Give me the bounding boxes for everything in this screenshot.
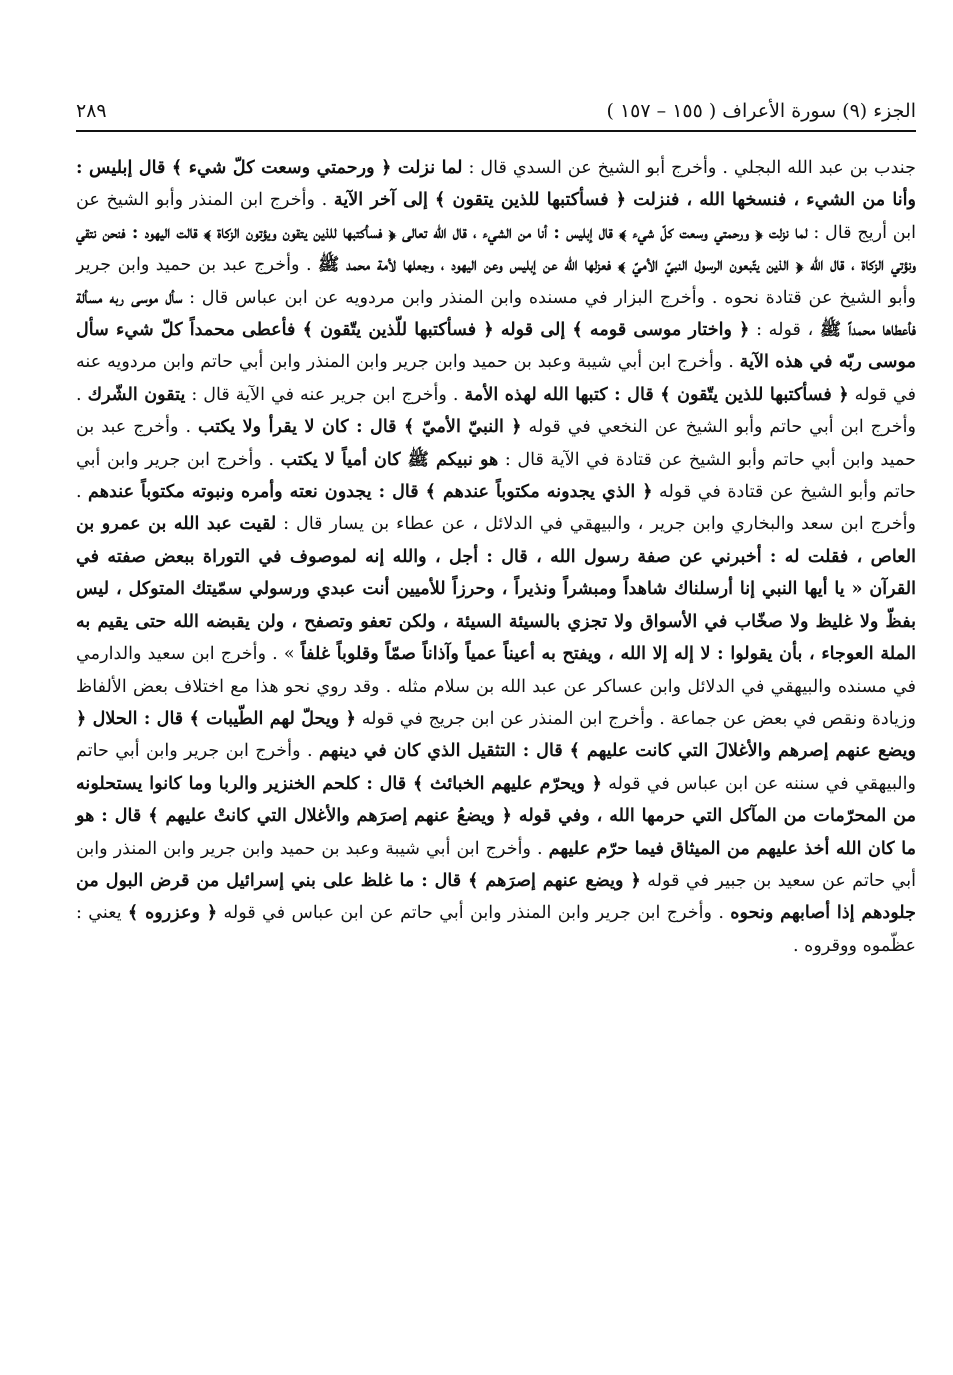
body-text (76, 152, 916, 962)
body-segment: . وأخرج ابن جرير عنه في الآية قال : (185, 384, 465, 405)
body-segment: . وأخرج عبد بن حميد وابن جرير وأبو الشيخ عن قتادة نحوه . وأخرج البزار في مسنده وابن المنذر وابن مردويه عن ابن عباس قال : (76, 255, 916, 308)
body-segment: . وأخرج ابن جرير وابن أبي حاتم وأبو الشيخ عن قتادة في قوله (76, 449, 916, 503)
body-segment: ، قوله : (749, 320, 820, 341)
quoted-text: لما نزلت ﴿ ورحمتي وسعت كلّ شيء ﴾ قال إبليس : وأنا من الشيء ، فنسخها الله ، فنزلت ﴿ فسأكتبها للذين يتقون ﴾ إلى آخر الآية (76, 157, 916, 211)
quoted-text: ﴿ ويضع عنهم إصرَهم ﴾ قال : ما غلظ على بني إسرائيل من قرض البول من جلودهم إذا أصابهم ونحوه (76, 869, 916, 924)
page (76, 96, 916, 962)
body-segment: يعني : عظّموه ووقروه . (76, 903, 916, 956)
body-segment: . وأخرج ابن المنذر وأبو الشيخ عن ابن أريج قال : (76, 190, 916, 243)
page-number: ٢٨٩ (76, 100, 107, 122)
quoted-text: ﴿ واختار موسى قومه ﴾ إلى قوله ﴿ فسأكتبها للّذين يتّقون ﴾ فأعطى محمداً كلّ شيء سأل موسى ربّه في هذه الآية (76, 319, 916, 373)
quoted-text: هو نبيكم ﷺ كان أمياً لا يكتب (280, 448, 499, 470)
quoted-text: ﴿ فسأكتبها للذين يتّقون ﴾ قال : كتبها الله لهذه الأمة (464, 383, 849, 405)
body-segment: . وأخرج ابن أبي شيبة وعبد بن حميد وابن جرير وابن المنذر وابن أبي حاتم وابن مردويه عنه في قوله (76, 352, 916, 405)
quoted-text: لقيت عبد الله بن عمرو بن العاص ، فقلت له : أخبرني عن صفة رسول الله ، قال : أجل ، والله إنه لموصوف في التوراة ببعض صفته في القرآن « يا أيها النبي إنا أرسلناك شاهداً ومبشراً ونذيراً ، وحرزاً للأميين أنت عبدي ورسولي سمّيتك المتوكل ، ليس بفظّ ولا غليظ ولا صخّاب في الأسواق ولا تجزي بالسيئة السيئة ، ولكن تعفو وتصفح ، ولن يقبضه الله حتى يقيم به الملة العوجاء ، بأن يقولوا : لا إله إلا الله ، ويفتح به أعيناً عمياً وآذاناً صمّاً وقلوباً غلفاً (76, 513, 916, 665)
body-segment: . وأخرج عبد بن حميد وابن أبي حاتم وأبو الشيخ عن قتادة في الآية قال : (76, 417, 917, 470)
quoted-text: ﴿ النبيّ الأميّ ﴾ قال : كان لا يقرأ ولا يكتب (197, 416, 522, 438)
body-segment: . وأخرج ابن أبي شيبة وعبد بن حميد وابن جرير وابن المنذر وابن أبي حاتم عن سعيد بن جبير في قوله (76, 838, 916, 891)
header-rule (76, 130, 916, 132)
quoted-text: ﴿ وعزروه ﴾ (127, 902, 218, 924)
body-segment: . وأخرج ابن جرير وابن المنذر وابن أبي حاتم عن ابن عباس في قوله (217, 903, 731, 924)
quoted-text: ﴿ ويحرّم عليهم الخبائث ﴾ قال : كلحم الخنزير والربا وما كانوا يستحلونه من المحرّمات من المآكل التي حرمها الله ، وفي قوله ﴿ ويضعُ عنهم إصرَهم والأغلال التي كانتْ عليهم ﴾ قال : هو ما كان الله أخذ عليهم من الميثاق فيما حرّم عليهم (76, 772, 916, 859)
quoted-text: ﴿ الذي يجدونه مكتوباً عندهم ﴾ قال : يجدون نعته وأمره ونبوته مكتوباً عندهم (88, 481, 653, 503)
quoted-text: ﴿ ويحلّ لهم الطّيبات ﴾ قال : الحلال ﴿ ويضع عنهم إصرهم والأغلالَ التي كانت عليهم ﴾ قال : التثقيل الذي كان في دينهم (76, 707, 916, 762)
quoted-text: يتقون الشّرك (87, 383, 186, 405)
body-segment: جندب بن عبد الله البجلي . وأخرج أبو الشيخ عن السدي قال : (462, 158, 916, 178)
quoted-text: لما نزلت ﴿ ورحمتي وسعت كلّ شيء ﴾ قال إبليس : أنا من الشيء ، قال الله تعالى ﴿ فسأكتبها للذين يتقون ويؤتون الزكاة ﴾ قالت اليهود : فنحن نتقي ونؤتي الزكاة ، قال الله ﴿ الذين يتّبعون الرسول النبيّ الأميّ ﴾ فعزلها الله عن إبليس وعن اليهود ، وجعلها لأمة محمد ﷺ (76, 221, 916, 276)
body-segment: . وأخرج ابن سعد والبخاري وابن جرير ، والبيهقي في الدلائل ، عن عطاء بن يسار قال : (76, 482, 916, 535)
running-title: الجزء (٩) سورة الأعراف ( ١٥٥ – ١٥٧ ) (606, 100, 916, 122)
body-segment: . وأخرج ابن أبي حاتم وأبو الشيخ عن النخعي في قوله (76, 384, 916, 438)
page-header (76, 96, 916, 126)
body-segment: . وأخرج ابن جرير وابن أبي حاتم والبيهقي في سننه عن ابن عباس في قوله (76, 741, 916, 794)
quoted-text: سأل موسى ربه مسألة فأعطاها محمداً ﷺ (76, 286, 916, 341)
body-segment: » . وأخرج ابن سعيد والدارمي في مسنده والبيهقي في الدلائل وابن عساكر عن عبد الله بن سلام مثله . وقد روي نحو هذا مع اختلاف بعض الألفاظ وزيادة ونقص في بعض عن جماعة . وأخرج ابن المنذر عن ابن جريج في قوله (76, 644, 916, 729)
